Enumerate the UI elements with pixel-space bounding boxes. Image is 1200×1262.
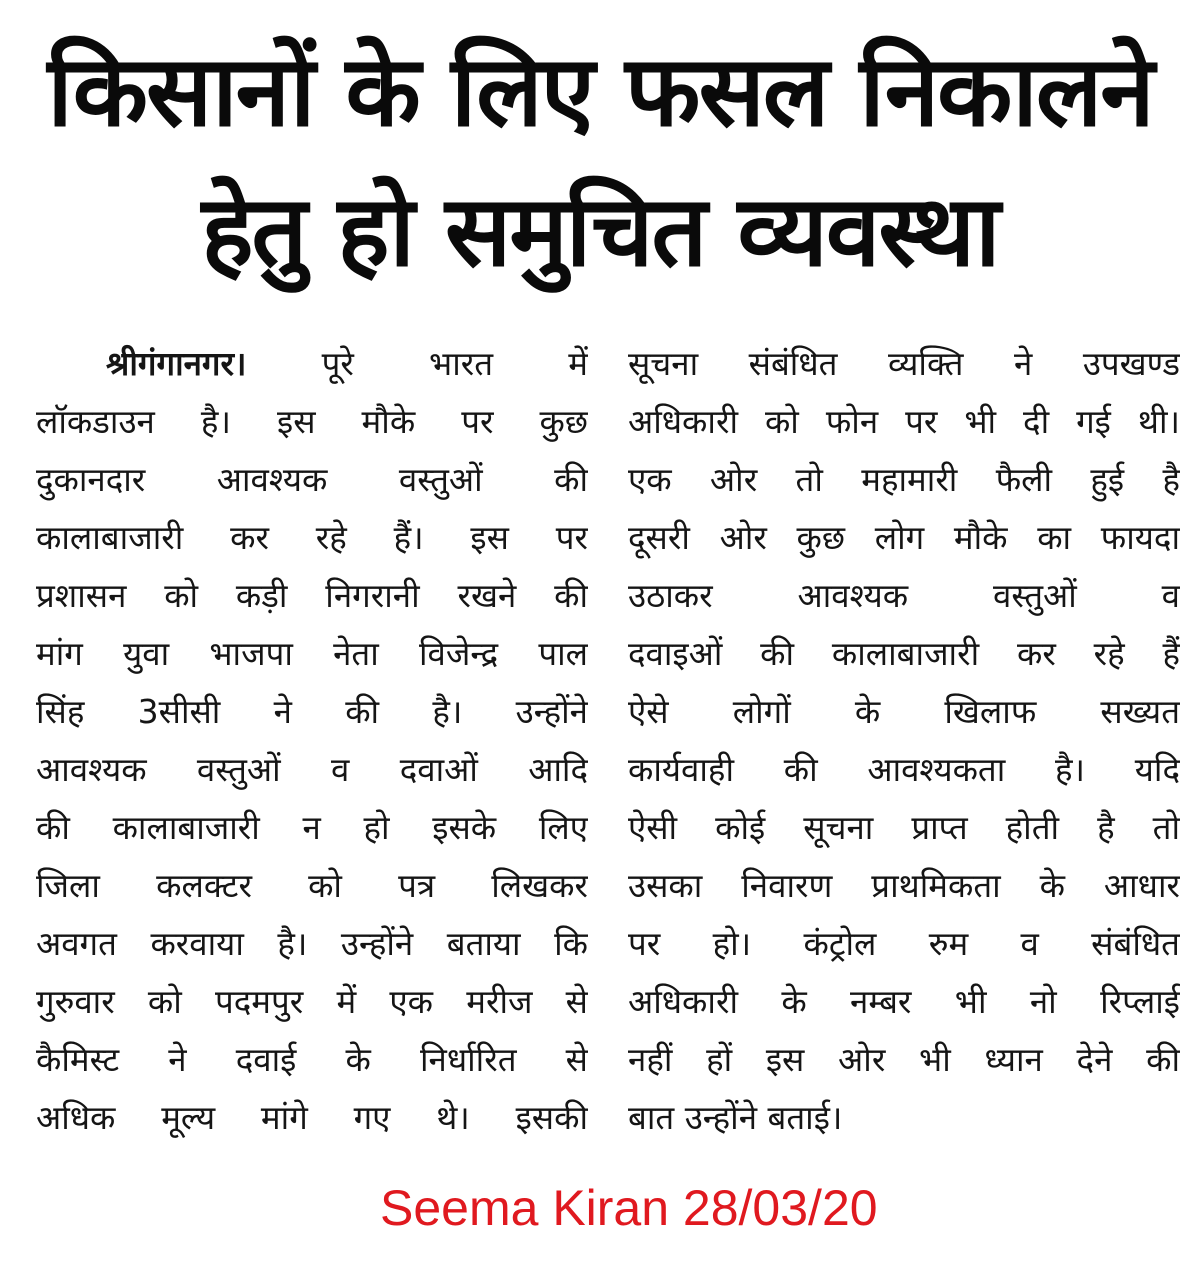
article-line: उसका निवारण प्राथमिकता के आधार [628, 866, 1180, 905]
dateline: श्रीगंगानगर। [106, 344, 247, 383]
article-line: दूसरी ओर कुछ लोग मौके का फायदा [628, 518, 1180, 557]
article-line: अधिकारी को फोन पर भी दी गई थी। [628, 402, 1180, 441]
article-line: कैमिस्ट ने दवाई के निर्धारित से [36, 1040, 588, 1079]
article-line: एक ओर तो महामारी फैली हुई है [628, 460, 1180, 499]
article-line-text: पूरे भारत में [321, 344, 588, 383]
headline [20, 22, 1180, 302]
article-line: की कालाबाजारी न हो इसके लिए [36, 808, 588, 847]
article-line: सिंह 3सीसी ने की है। उन्होंने [36, 692, 588, 731]
article-line: अधिकारी के नम्बर भी नो रिप्लाई [628, 982, 1180, 1021]
headline-line-2: हेतु हो समुचित व्यवस्था [201, 175, 999, 289]
article-line: उठाकर आवश्यक वस्तुओं व [628, 576, 1180, 615]
article-body [36, 335, 1180, 1155]
article-line: मांग युवा भाजपा नेता विजेन्द्र पाल [36, 634, 588, 673]
article-line: जिला कलक्टर को पत्र लिखकर [36, 866, 588, 905]
article-line: आवश्यक वस्तुओं व दवाओं आदि [36, 750, 588, 789]
article-line: सूचना संबंधित व्यक्ति ने उपखण्ड [628, 344, 1180, 383]
article-line: पर हो। कंट्रोल रुम व संबंधित [628, 924, 1180, 963]
article-line: अवगत करवाया है। उन्होंने बताया कि [36, 924, 588, 963]
article-line: कालाबाजारी कर रहे हैं। इस पर [36, 518, 588, 557]
article-column-left [36, 335, 588, 1147]
headline-line-1: किसानों के लिए फसल निकालने [47, 35, 1153, 149]
article-line: कार्यवाही की आवश्यकता है। यदि [628, 750, 1180, 789]
article-line: दुकानदार आवश्यक वस्तुओं की [36, 460, 588, 499]
article-line: नहीं हों इस ओर भी ध्यान देने की [628, 1040, 1180, 1079]
article-line: दवाइओं की कालाबाजारी कर रहे हैं [628, 634, 1180, 673]
article-line [36, 335, 588, 393]
signature: Seema Kiran 28/03/20 [380, 1180, 878, 1236]
article-column-right [628, 335, 1180, 1147]
article-line: गुरुवार को पदमपुर में एक मरीज से [36, 982, 588, 1021]
article-line: प्रशासन को कड़ी निगरानी रखने की [36, 576, 588, 615]
article-line: ऐसी कोई सूचना प्राप्त होती है तो [628, 808, 1180, 847]
article-line: बात उन्होंने बताई। [628, 1098, 843, 1137]
article-line: अधिक मूल्य मांगे गए थे। इसकी [36, 1098, 588, 1137]
article-line: लॉकडाउन है। इस मौके पर कुछ [36, 402, 588, 441]
article-line: ऐसे लोगों के खिलाफ सख्यत [628, 692, 1180, 731]
